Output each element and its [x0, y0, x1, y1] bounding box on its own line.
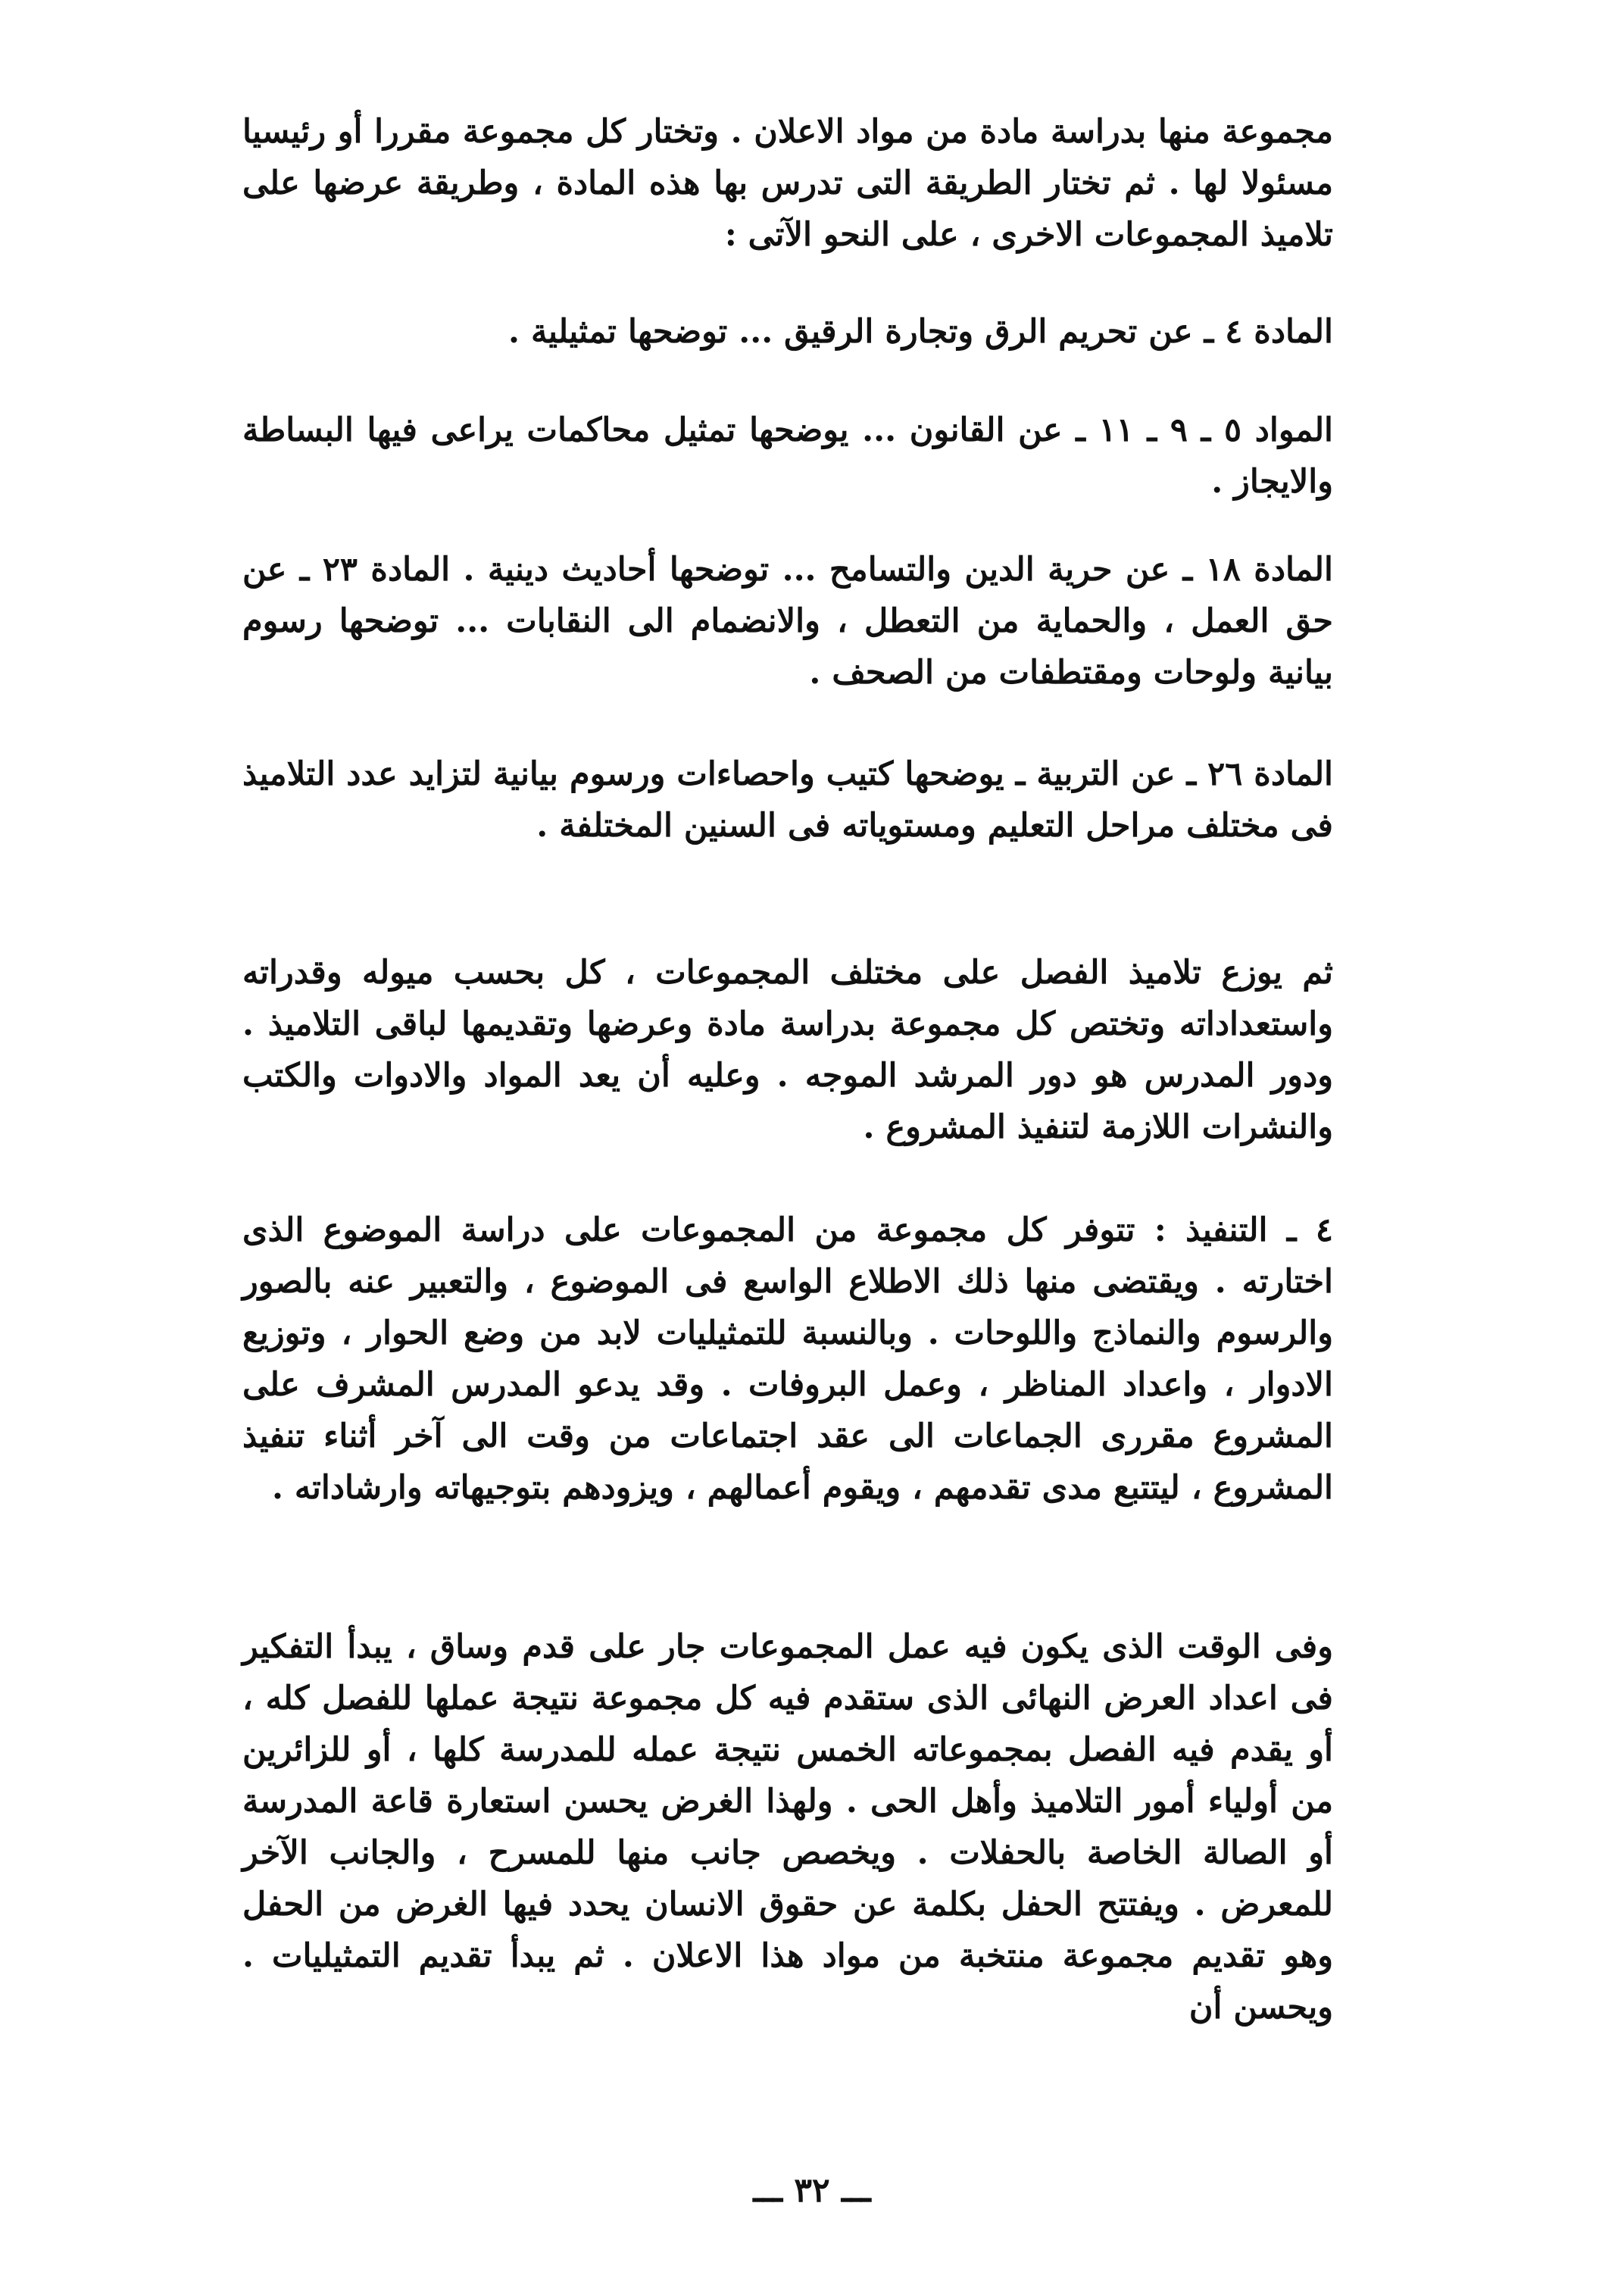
- paragraph-4-text: المادة ١٨ ـ عن حرية الدين والتسامح ... توضحها أحاديث دينية . المادة ٢٣ ـ عن حق العمل ، والحماية من التعطل ، والانضمام الى النقابات ... توضحها رسوم بيانية ولوحات ومقتطفات من الصحف .: [242, 551, 1333, 692]
- paragraph-4: [242, 544, 1333, 698]
- paragraph-3: [242, 405, 1333, 508]
- paragraph-7: [242, 1205, 1333, 1514]
- paragraph-8: [242, 1621, 1333, 2033]
- paragraph-3-text: المواد ٥ ـ ٩ ـ ١١ ـ عن القانون ... يوضحها تمثيل محاكمات يراعى فيها البساطة والايجاز .: [242, 411, 1333, 501]
- paragraph-5: [242, 748, 1333, 852]
- paragraph-6-text: ثم يوزع تلاميذ الفصل على مختلف المجموعات ، كل بحسب ميوله وقدراته واستعداداته وتختص كل مجموعة بدراسة مادة وعرضها وتقديمها لباقى التلاميذ . ودور المدرس هو دور المرشد الموجه . وعليه أن يعد المواد والادوات والكتب والنشرات اللازمة لتنفيذ المشروع .: [242, 954, 1333, 1146]
- paragraph-1-text: مجموعة منها بدراسة مادة من مواد الاعلان . وتختار كل مجموعة مقررا أو رئيسيا مسئولا لها . ثم تختار الطريقة التى تدرس بها هذه المادة ، وطريقة عرضها على تلاميذ المجموعات الاخرى ، على النحو الآتى :: [242, 113, 1333, 254]
- paragraph-7-text: ٤ ـ التنفيذ : تتوفر كل مجموعة من المجموعات على دراسة الموضوع الذى اختارته . ويقتضى منها ذلك الاطلاع الواسع فى الموضوع ، والتعبير عنه بالصور والرسوم والنماذج واللوحات . وبالنسبة للتمثيليات لابد من وضع الحوار ، وتوزيع الادوار ، واعداد المناظر ، وعمل البروفات . وقد يدعو المدرس المشرف على المشروع مقررى الجماعات الى عقد اجتماعات من وقت الى آخر أثناء تنفيذ المشروع ، ليتتبع مدى تقدمهم ، ويقوم أعمالهم ، ويزودهم بتوجيهاته وارشاداته .: [242, 1211, 1333, 1507]
- paragraph-8-text: وفى الوقت الذى يكون فيه عمل المجموعات جار على قدم وساق ، يبدأ التفكير فى اعداد العرض النهائى الذى ستقدم فيه كل مجموعة نتيجة عملها للفصل كله ، أو يقدم فيه الفصل بمجموعاته الخمس نتيجة عمله للمدرسة كلها ، أو للزائرين من أولياء أمور التلاميذ وأهل الحى . ولهذا الغرض يحسن استعارة قاعة المدرسة أو الصالة الخاصة بالحفلات . ويخصص جانب منها للمسرح ، والجانب الآخر للمعرض . ويفتتح الحفل بكلمة عن حقوق الانسان يحدد فيها الغرض من الحفل وهو تقديم مجموعة منتخبة من مواد هذا الاعلان . ثم يبدأ تقديم التمثيليات . ويحسن أن: [242, 1628, 1333, 2026]
- paragraph-6: [242, 947, 1333, 1153]
- paragraph-2: [242, 306, 1333, 358]
- paragraph-5-text: المادة ٢٦ ـ عن التربية ـ يوضحها كتيب واحصاءات ورسوم بيانية لتزايد عدد التلاميذ فى مختلف مراحل التعليم ومستوياته فى السنين المختلفة .: [242, 755, 1333, 845]
- paragraph-2-text: المادة ٤ ـ عن تحريم الرق وتجارة الرقيق ... توضحها تمثيلية .: [508, 313, 1333, 351]
- page-number: ـــ ٣٢ ـــ: [753, 2171, 871, 2210]
- paragraph-1: [242, 106, 1333, 261]
